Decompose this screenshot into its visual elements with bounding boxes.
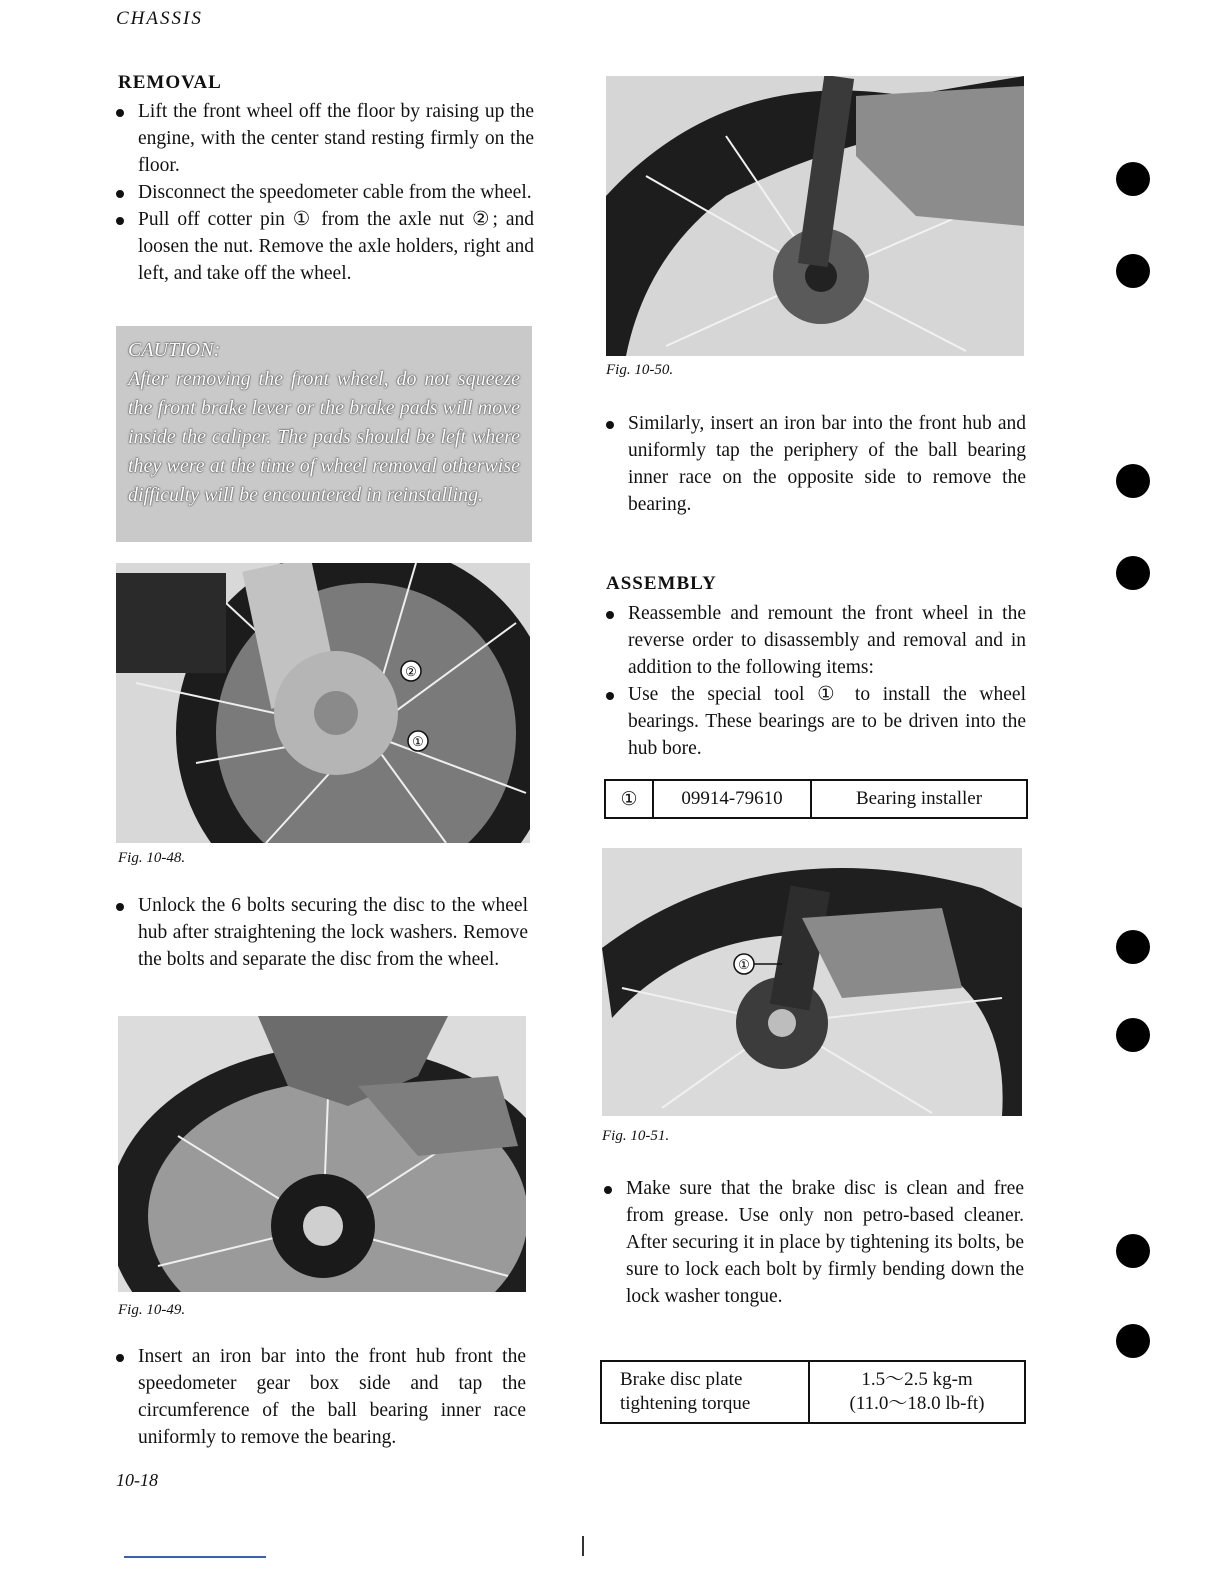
fig-10-51-caption: Fig. 10-51. <box>602 1128 670 1144</box>
table-row <box>605 780 1027 818</box>
list-item-text: Disconnect the speedometer cable from the wheel. <box>138 182 532 203</box>
fig-10-50-photo <box>606 76 1024 356</box>
fig-10-48-caption: Fig. 10-48. <box>118 850 186 866</box>
similarly-list <box>606 410 1026 518</box>
list-item-text: Pull off cotter pin ① from the axle nut ②; and loosen the nut. Remove the axle holders, right and left, and take off the wheel. <box>138 209 534 284</box>
list-item-text: Make sure that the brake disc is clean and free from grease. Use only non petro-based cleaner. After securing it in place by tightening its bolts, be sure to lock each bolt by firmly bending down the lock washer tongue. <box>626 1178 1024 1307</box>
margin-dot <box>1116 930 1150 964</box>
bullet-icon <box>604 1186 612 1194</box>
fig-10-48-photo <box>116 563 530 843</box>
footer-link-underline <box>124 1556 266 1558</box>
insert-list <box>116 1343 526 1451</box>
margin-dot <box>1116 1324 1150 1358</box>
front-wheel-brake-illustration <box>116 563 530 843</box>
margin-dot <box>1116 464 1150 498</box>
list-item <box>116 98 534 179</box>
fig-10-49-caption: Fig. 10-49. <box>118 1302 186 1318</box>
caution-text: After removing the front wheel, do not squeeze the front brake lever or the brake pads will move inside the caliper. The pads should be left where they were at the time of wheel removal otherwise difficulty will be encountered in reinstalling. <box>128 368 520 506</box>
unlock-list <box>116 892 528 973</box>
margin-dot <box>1116 254 1150 288</box>
fig-10-50-caption: Fig. 10-50. <box>606 362 674 378</box>
list-item <box>606 600 1026 681</box>
margin-dot <box>1116 162 1150 196</box>
bullet-icon <box>116 903 124 911</box>
list-item <box>606 410 1026 518</box>
caution-box <box>116 326 532 542</box>
torque-label-cell <box>601 1361 809 1423</box>
page-number: 10-18 <box>116 1470 158 1490</box>
tool-ref-cell: ① <box>605 780 653 818</box>
callout-2: ② <box>405 664 417 679</box>
special-tool-table <box>604 779 1028 819</box>
torque-label-line-1: Brake disc plate <box>620 1369 743 1390</box>
callout-1: ① <box>738 957 750 972</box>
list-item-text: Insert an iron bar into the front hub front the speedometer gear box side and tap the circumference of the ball bearing inner race uniformly to remove the bearing. <box>138 1346 526 1448</box>
removal-list <box>116 98 534 287</box>
list-item <box>606 681 1026 762</box>
bullet-icon <box>116 217 124 225</box>
table-row <box>601 1361 1025 1423</box>
wheel-disc-removal-illustration <box>118 1016 526 1292</box>
bullet-icon <box>116 1354 124 1362</box>
margin-dot <box>1116 1234 1150 1268</box>
disc-list <box>604 1175 1024 1310</box>
torque-value-line-2: (11.0～18.0 lb-ft) <box>849 1393 985 1414</box>
list-item <box>604 1175 1024 1310</box>
caution-title: CAUTION: <box>128 339 221 361</box>
list-item <box>116 206 534 287</box>
assembly-heading: ASSEMBLY <box>606 573 717 594</box>
list-item <box>116 1343 526 1451</box>
assembly-list <box>606 600 1026 762</box>
tool-part-number-cell: 09914-79610 <box>653 780 811 818</box>
list-item <box>116 892 528 973</box>
callout-1: ① <box>412 734 424 749</box>
torque-label-line-2: tightening torque <box>620 1393 751 1414</box>
torque-spec-table <box>600 1360 1026 1424</box>
bullet-icon <box>606 421 614 429</box>
margin-dot <box>1116 1018 1150 1052</box>
list-item-text: Reassemble and remount the front wheel in the reverse order to disassembly and removal and in addition to the following items: <box>628 603 1026 678</box>
list-item-text: Similarly, insert an iron bar into the front hub and uniformly tap the periphery of the ball bearing inner race on the opposite side to remove the bearing. <box>628 413 1026 515</box>
removal-heading: REMOVAL <box>118 72 222 93</box>
list-item-text: Use the special tool ① to install the wheel bearings. These bearings are to be driven into the hub bore. <box>628 684 1026 759</box>
list-item <box>116 179 534 206</box>
bullet-icon <box>116 109 124 117</box>
bearing-installer-illustration <box>602 848 1022 1116</box>
list-item-text: Lift the front wheel off the floor by raising up the engine, with the center stand resting firmly on the floor. <box>138 101 534 176</box>
running-head: CHASSIS <box>116 8 203 29</box>
fig-10-49-photo <box>118 1016 526 1292</box>
tool-name-cell: Bearing installer <box>811 780 1027 818</box>
bullet-icon <box>606 692 614 700</box>
bullet-icon <box>116 190 124 198</box>
fig-10-51-photo <box>602 848 1022 1116</box>
list-item-text: Unlock the 6 bolts securing the disc to the wheel hub after straightening the lock washers. Remove the bolts and separate the disc from the wheel. <box>138 895 528 970</box>
margin-dot <box>1116 556 1150 590</box>
bullet-icon <box>606 611 614 619</box>
torque-value-cell <box>809 1361 1025 1423</box>
center-tick-mark <box>582 1536 584 1556</box>
torque-value-line-1: 1.5～2.5 kg-m <box>861 1369 973 1390</box>
hub-tapping-illustration <box>606 76 1024 356</box>
